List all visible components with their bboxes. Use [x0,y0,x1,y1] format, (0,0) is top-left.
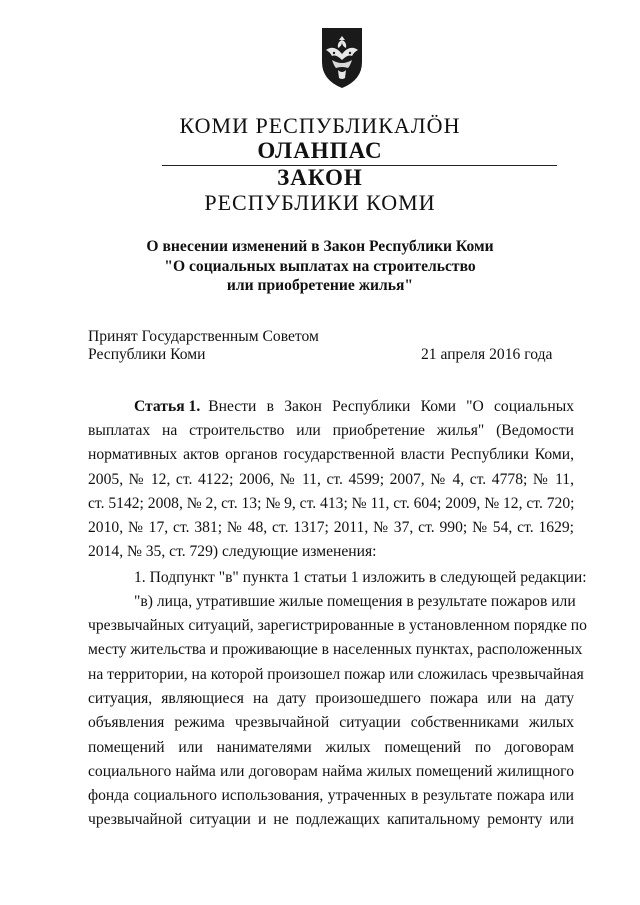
quote-line: фонда социального использования, утраченных в результате пожара или [88,787,574,804]
quote-line: на территории, на которой произошел пожар или сложилась чрезвычайная [88,666,584,683]
law-title-line-3: или приобретение жилья" [226,277,414,294]
komi-coat-of-arms-icon [320,26,364,90]
quote-line: помещений или нанимателями жилых помещений по договорам [88,739,574,756]
header-zakon: ЗАКОН [277,165,363,190]
article-line: нормативных актов органов государственной власти Республики Коми, [88,446,574,463]
quote-line: социального найма или договорам найма жилых помещений жилищного [88,763,574,780]
article-line: 2014, № 35, ст. 729) следующие изменения: [88,543,377,560]
quote-line: месту жительства и проживающие в населенных пунктах, расположенных [88,641,583,658]
quote-line: чрезвычайной ситуации и не подлежащих капитальному ремонту или [88,811,574,828]
quote-first-line: "в) лица, утратившие жилые помещения в результате пожаров или [134,593,576,610]
header-komi-language: КОМИ РЕСПУБЛИКАЛÖН [179,113,461,138]
article-label: Статья 1. [134,398,201,415]
article-line: 2010, № 17, ст. 381; № 48, ст. 1317; 2011, № 37, ст. 990; № 54, ст. 1629; [88,519,574,536]
adopted-by-line-1: Принят Государственным Советом [88,328,319,345]
header-olanpas: ОЛАНПАС [257,138,383,163]
article-line: 2005, № 12, ст. 4122; 2006, № 11, ст. 4599; 2007, № 4, ст. 4778; № 11, [88,471,574,488]
quote-line: ситуация, являющиеся на дату произошедшего пожара или на дату [88,690,574,707]
item-1: 1. Подпункт "в" пункта 1 статьи 1 изложить в следующей редакции: [134,569,587,586]
article-line: ст. 5142; 2008, № 2, ст. 13; № 9, ст. 413; № 11, ст. 604; 2009, № 12, ст. 720; [88,495,575,512]
adoption-date: 21 апреля 2016 года [421,346,553,363]
article-first-line-text: Внести в Закон Республики Коми "О социальных [208,398,574,415]
quote-line: чрезвычайных ситуаций, зарегистрированные в установленном порядке по [88,617,587,634]
article-line: выплатах на строительство или приобретение жилья" (Ведомости [88,422,574,439]
law-title-line-1: О внесении изменений в Закон Республики Коми [146,238,494,255]
adopted-by-line-2: Республики Коми [88,346,206,363]
header-respubliki-komi: РЕСПУБЛИКИ КОМИ [204,190,436,215]
article-1-first-line [134,398,574,416]
law-title-line-2: "О социальных выплатах на строительство [164,258,476,275]
quote-line: объявления режима чрезвычайной ситуации собственниками жилых [88,714,574,731]
